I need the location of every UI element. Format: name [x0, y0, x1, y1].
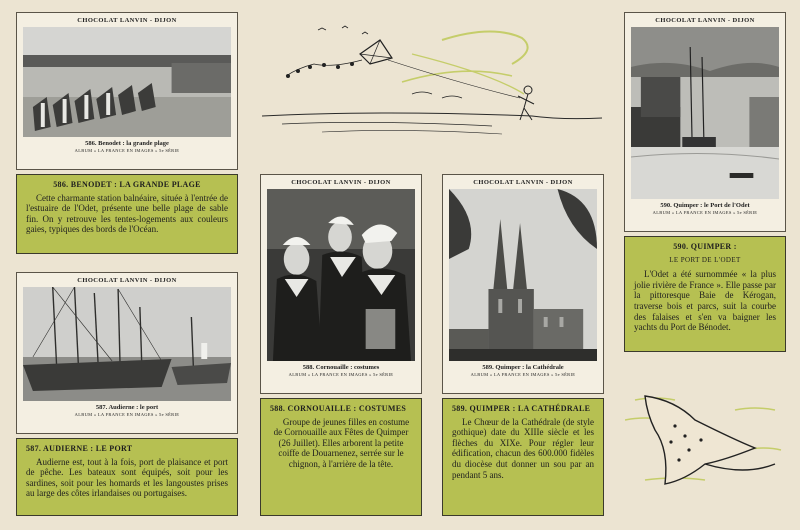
card-brand: CHOCOLAT LANVIN - DIJON	[473, 179, 573, 186]
description-589	[442, 398, 604, 516]
ray-fish-illustration	[625, 380, 785, 490]
card-album-label: ALBUM « LA FRANCE EN IMAGES » 5e SÉRIE	[288, 372, 394, 377]
description-body: L'Odet a été surnommée « la plus jolie rivière de France ». Elle passe par la pittoresque Baie de Kérogan, traverse bois et parcs, suit la courbe des falaises et s'en va baigner les yachts du Port de Bénodet.	[634, 269, 776, 333]
photo-quimper-cathedral	[449, 189, 597, 361]
photo-benodet-beach	[23, 27, 231, 137]
description-590	[624, 236, 786, 352]
card-caption: 589. Quimper : la Cathédrale	[482, 364, 564, 371]
photo-cornouaille-costumes	[267, 189, 415, 361]
photo-quimper-odet-port	[631, 27, 779, 199]
description-title: 586. BENODET : LA GRANDE PLAGE	[53, 180, 201, 189]
card-brand: CHOCOLAT LANVIN - DIJON	[77, 277, 177, 284]
trading-card-587	[16, 272, 238, 434]
card-album-label: ALBUM « LA FRANCE EN IMAGES » 5e SÉRIE	[470, 372, 576, 377]
description-body: Audierne est, tout à la fois, port de plaisance et port de pêche. Les bateaux sont équipés, soit pour les sardines, soit pour les homards et les langoustes prises au large des côtes irlandaises ou portugaises.	[26, 456, 228, 499]
trading-card-586	[16, 12, 238, 170]
description-title: 590. QUIMPER :	[673, 242, 737, 251]
card-album-label: ALBUM « LA FRANCE EN IMAGES » 5e SÉRIE	[652, 210, 758, 215]
card-album-label: ALBUM « LA FRANCE EN IMAGES » 5e SÉRIE	[74, 148, 180, 153]
description-body: Le Chœur de la Cathédrale (de style gothique) date du XIIIe siècle et les flèches du XIXe. Pour régler leur édification, chacun des 600.000 fidèles du diocèse dut donner un sou par an pendant 5 ans.	[452, 416, 594, 480]
description-title: 588. CORNOUAILLE : COSTUMES	[270, 404, 407, 413]
card-brand: CHOCOLAT LANVIN - DIJON	[77, 17, 177, 24]
card-caption: 590. Quimper : le Port de l'Odet	[660, 202, 750, 209]
photo-audierne-port	[23, 287, 231, 401]
kite-illustration	[262, 24, 602, 144]
description-587	[16, 438, 238, 516]
card-album-label: ALBUM « LA FRANCE EN IMAGES » 5e SÉRIE	[74, 412, 180, 417]
card-brand: CHOCOLAT LANVIN - DIJON	[655, 17, 755, 24]
description-body: Groupe de jeunes filles en costume de Cornouaille aux Fêtes de Quimper (26 Juillet). Elles arborent la petite coiffe de Douarnenez, serrée sur le chignon, à l'arrière de la tête.	[273, 416, 410, 469]
trading-card-589	[442, 174, 604, 394]
description-body: Cette charmante station balnéaire, située à l'entrée de l'estuaire de l'Odet, présente une belle plage de sable fin. On y retrouve les tentes-logements aux couleurs gaies, typiques des bords de l'Océan.	[26, 192, 228, 235]
description-586	[16, 174, 238, 254]
card-caption: 586. Benodet : la grande plage	[85, 140, 169, 147]
description-588	[260, 398, 422, 516]
description-title: 587. AUDIERNE : LE PORT	[26, 444, 133, 453]
card-caption: 588. Cornouaille : costumes	[302, 364, 380, 371]
trading-card-590	[624, 12, 786, 232]
card-caption: 587. Audierne : le port	[95, 404, 159, 411]
trading-card-588	[260, 174, 422, 394]
card-brand: CHOCOLAT LANVIN - DIJON	[291, 179, 391, 186]
description-subtitle: LE PORT DE L'ODET	[669, 255, 741, 264]
description-title: 589. QUIMPER : LA CATHÉDRALE	[452, 404, 591, 413]
